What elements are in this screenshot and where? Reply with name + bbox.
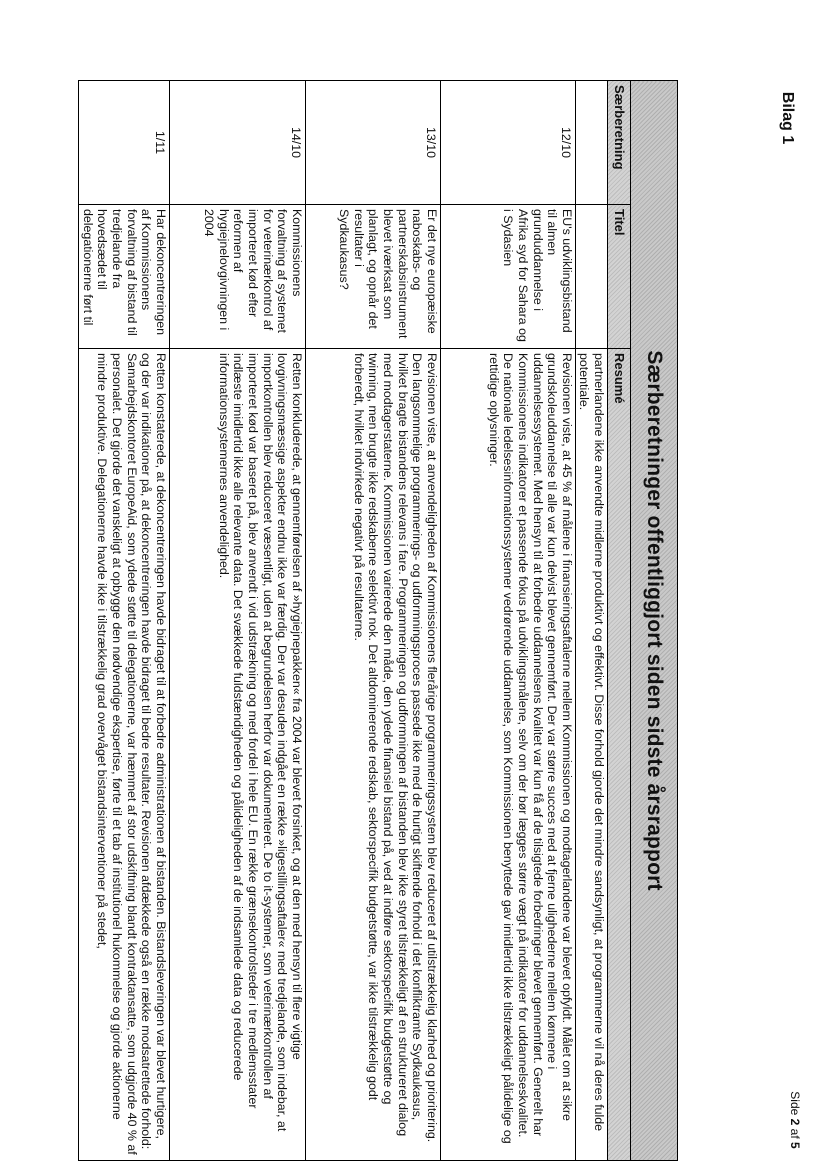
- page-of: af: [788, 1128, 802, 1139]
- page-current: 2: [788, 1118, 802, 1126]
- table-row: [79, 81, 170, 1161]
- page-number: [788, 1091, 802, 1148]
- report-summary: Revisionen viste, at anvendeligheden af Kommissionens flerårige programmeringssystem blev reduceret af utilstrækkelig klarhed og prioritering. Den langsommelige programmerings- og udformningsproces passede ikke med de hurtigt skiftende forhold i det konfliktramte Sydkaukasus, hvilket bragte bistandens relevans i fare. Programmeringen og udformningen af bistanden blev ikke styret tilstrækkeligt af en struktureret dialog med modtagerstaterne. Kommissionen varierede den måde, den ydede finansiel bistand på, ved at indføre sektorspecifik budgetstøtte og twinning, men brugte ikke redskaberne selektivt nok. Det altdominerende redskab, sektorspecifik budgetstøtte, var ikke tilstrækkelig godt forberedt, hvilket indvirkede negativt på resultaterne.: [305, 349, 440, 1161]
- table-row: [440, 81, 575, 1161]
- report-summary: Retten konkluderede, at gennemførelsen af »hygiejnepakken« fra 2004 var blevet forsinket, og at den med hensyn til flere vigtige lovgivningsmæssige aspekter endnu ikke var færdig. Der var desuden indgået en række »ligestillingsaftaler« med tredjelande, som indebar, at importkontrollen blev reduceret væsentligt, uden at begrundelsen herfor var dokumenteret. De to it-systemer, som veterinærkontrollen af importeret kød var baseret på, blev anvendt i vid udstrækning og med fordel i hele EU. En række grænsekontrolsteder i tre medlemsstater indlæste imidlertid ikke alle relevante data. Det svækkede fuldstændigheden og pålideligheden af de indsamlede data og reducerede informationssystemernes anvendelighed.: [169, 349, 305, 1161]
- report-number: 1/11: [79, 81, 170, 205]
- report-number: 12/10: [440, 81, 575, 205]
- report-title: Kommissionens forvaltning af systemet for veterinærkontrol af importeret kød efter reformen af hygiejnelovgivningen i 2004: [169, 205, 305, 349]
- report-summary: Revisionen viste, at 45 % af målene i finansieringsaftalerne mellem Kommissionen og modtagerlandene var blevet opfyldt. Målet om at sikre grundskoleuddannelse til alle var kun delvist blevet gennemført. Der var større succes med at fjerne ulighederne mellem kønnene i uddannelsessystemet. Med hensyn til at forbedre uddannelsens kvalitet var kun få af de tilsigtede forbedringer blevet gennemført. Generelt har Kommissionens indikatorer et passende fokus på udviklingsmålene, selv om der bør lægges større vægt på indikatorer for uddannelseskvalitet. De nationale ledelsesinformationssystemer vedrørende uddannelse, som Kommissionen benyttede gav imidlertid ikke tilstrækkeligt pålidelige og rettidige oplysninger.: [440, 349, 575, 1161]
- table-row: [169, 81, 305, 1161]
- report-title: EU's udviklingsbistand til almen grunduddannelse i Afrika syd for Sahara og i Sydasien: [440, 205, 575, 349]
- table-row: [305, 81, 440, 1161]
- annex-label: Bilag 1: [779, 91, 796, 145]
- report-number: [575, 81, 607, 205]
- report-summary: partnerlandene ikke anvendte midlerne produktivt og effektivt. Disse forhold gjorde det mindre sandsynligt, at programmerne vil nå deres fulde potentiale.: [575, 349, 607, 1161]
- table-header-row: [608, 81, 631, 1161]
- header-title: Titel: [608, 205, 631, 349]
- rotated-table-container: [80, 80, 678, 1160]
- table-row: [575, 81, 607, 1161]
- header-report: Særberetning: [608, 81, 631, 205]
- table-title: Særberetninger offentliggjort siden sidste årsrapport: [631, 81, 678, 1161]
- page-text: Side: [788, 1091, 802, 1116]
- header-summary: Resumé: [608, 349, 631, 1161]
- report-title: Er det nye europæiske naboskabs- og partnerskabsinstrument blevet iværksat som planlagt, og opnår det resultater i Sydkaukasus?: [305, 205, 440, 349]
- page-total: 5: [788, 1142, 802, 1149]
- report-number: 13/10: [305, 81, 440, 205]
- report-summary: Retten konstaterede, at dekoncentreringen havde bidraget til at forbedre administrationen af bistanden. Bistandsleveringen var blevet hurtigere, og der var indikationer på, at dekoncentreringen havde bidraget til bedre resultater. Revisionen afdækkede også en række modsatrettede forhold: Samarbejdskontoret EuropeAid, som ydede støtte til delegationerne, var hæmmet af stor udskiftning blandt kontraktansatte, som udgjorde 40 % af personalet. Det gjorde det vanskeligt at opbygge den nødvendige ekspertise, førte til et tab af institutionel hukommelse og gjorde aktionerne mindre produktive. Delegationerne havde ikke i tilstrækkelig grad overvåget bistandsinterventioner på stedet,: [79, 349, 170, 1161]
- report-number: 14/10: [169, 81, 305, 205]
- report-title: [575, 205, 607, 349]
- special-reports-table: [78, 80, 678, 1161]
- report-title: Har dekoncentreringen af Kommissionens forvaltning af bistand til tredjelande fra hovedsædet til delegationerne ført til: [79, 205, 170, 349]
